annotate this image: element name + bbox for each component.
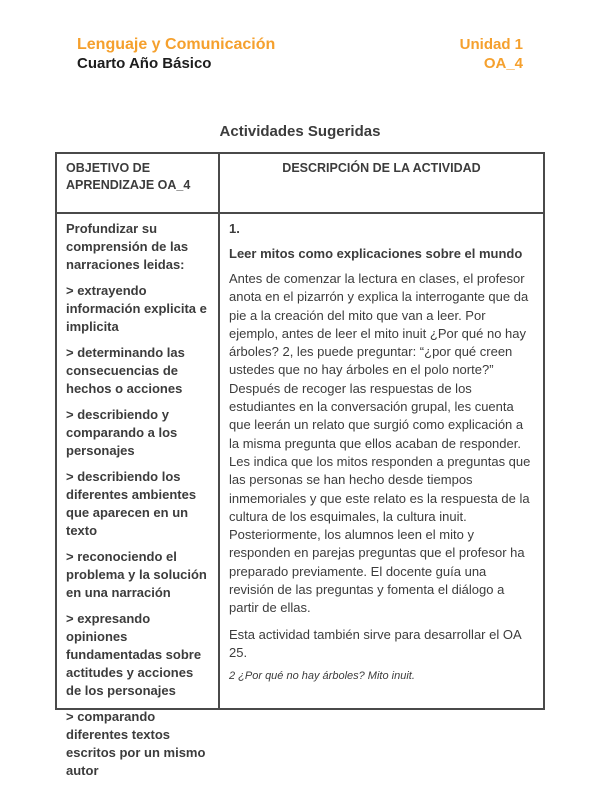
objective-item: > reconociendo el problema y la solución en una narración [66, 549, 207, 600]
activity-paragraph-1: Antes de comenzar la lectura en clases, el profesor anota en el pizarrón y explica la interrogante que da pie a la creación del mito que van a leer. Por ejemplo, antes de leer el mito inuit ¿Por qué no hay árboles? 2, les puede preguntar: “¿por qué creen ustedes que no hay árboles en el polo norte?” Después de recoger las respuestas de los estudiantes en la conversación grupal, les cuenta que leerán un relato que surgió como explicación a la misma pregunta que ellos acaban de responder. Les indica que los mitos responden a preguntas que las personas se han hecho desde tiempos inmemoriales y que este relato es la respuesta de la cultura de los esquimales, la cultura inuit. Posteriormente, los alumnos leen el mito y responden en parejas preguntas que el profesor ha preparado previamente. El docente guía una revisión de las preguntas y fomenta el diálogo a partir de ellas. [229, 271, 531, 616]
objective-item: > comparando diferentes textos escritos por un mismo autor [66, 709, 206, 778]
subject-title: Lenguaje y Comunicación [77, 36, 276, 53]
activity-number: 1. [229, 221, 240, 236]
objective-item: > describiendo los diferentes ambientes que aparecen en un texto [66, 469, 197, 538]
document-header [77, 35, 523, 73]
grade-level: Cuarto Año Básico [77, 55, 212, 72]
objective-item: > determinando las consecuencias de hechos o acciones [66, 345, 185, 396]
objective-column-header: OBJETIVO DE APRENDIZAJE OA_4 [57, 154, 220, 212]
unit-label: Unidad 1 [459, 36, 523, 53]
table-body-row [57, 214, 543, 778]
objective-item: > expresando opiniones fundamentadas sobre actitudes y acciones de los personajes [66, 611, 202, 698]
activity-heading: Leer mitos como explicaciones sobre el mundo [229, 246, 523, 261]
oa-code-label: OA_4 [483, 55, 523, 72]
header-left-block [77, 35, 275, 73]
activity-footnote: 2 ¿Por qué no hay árboles? Mito inuit. [229, 670, 415, 683]
table-header-row [57, 154, 543, 214]
objective-intro: Profundizar su comprensión de las narraciones leidas: [66, 221, 189, 272]
page-title: Actividades Sugeridas [219, 123, 381, 140]
activity-paragraph-2: Esta actividad también sirve para desarrollar el OA 25. [229, 626, 521, 660]
objective-cell [57, 214, 220, 778]
activity-table [55, 152, 545, 778]
activity-description-cell [220, 214, 543, 708]
header-right-block [460, 35, 523, 73]
objective-item: > describiendo y comparando a los personajes [66, 407, 178, 458]
objective-item: > extrayendo información explicita e implicita [66, 283, 207, 334]
description-column-header: DESCRIPCIÓN DE LA ACTIVIDAD [282, 161, 481, 175]
